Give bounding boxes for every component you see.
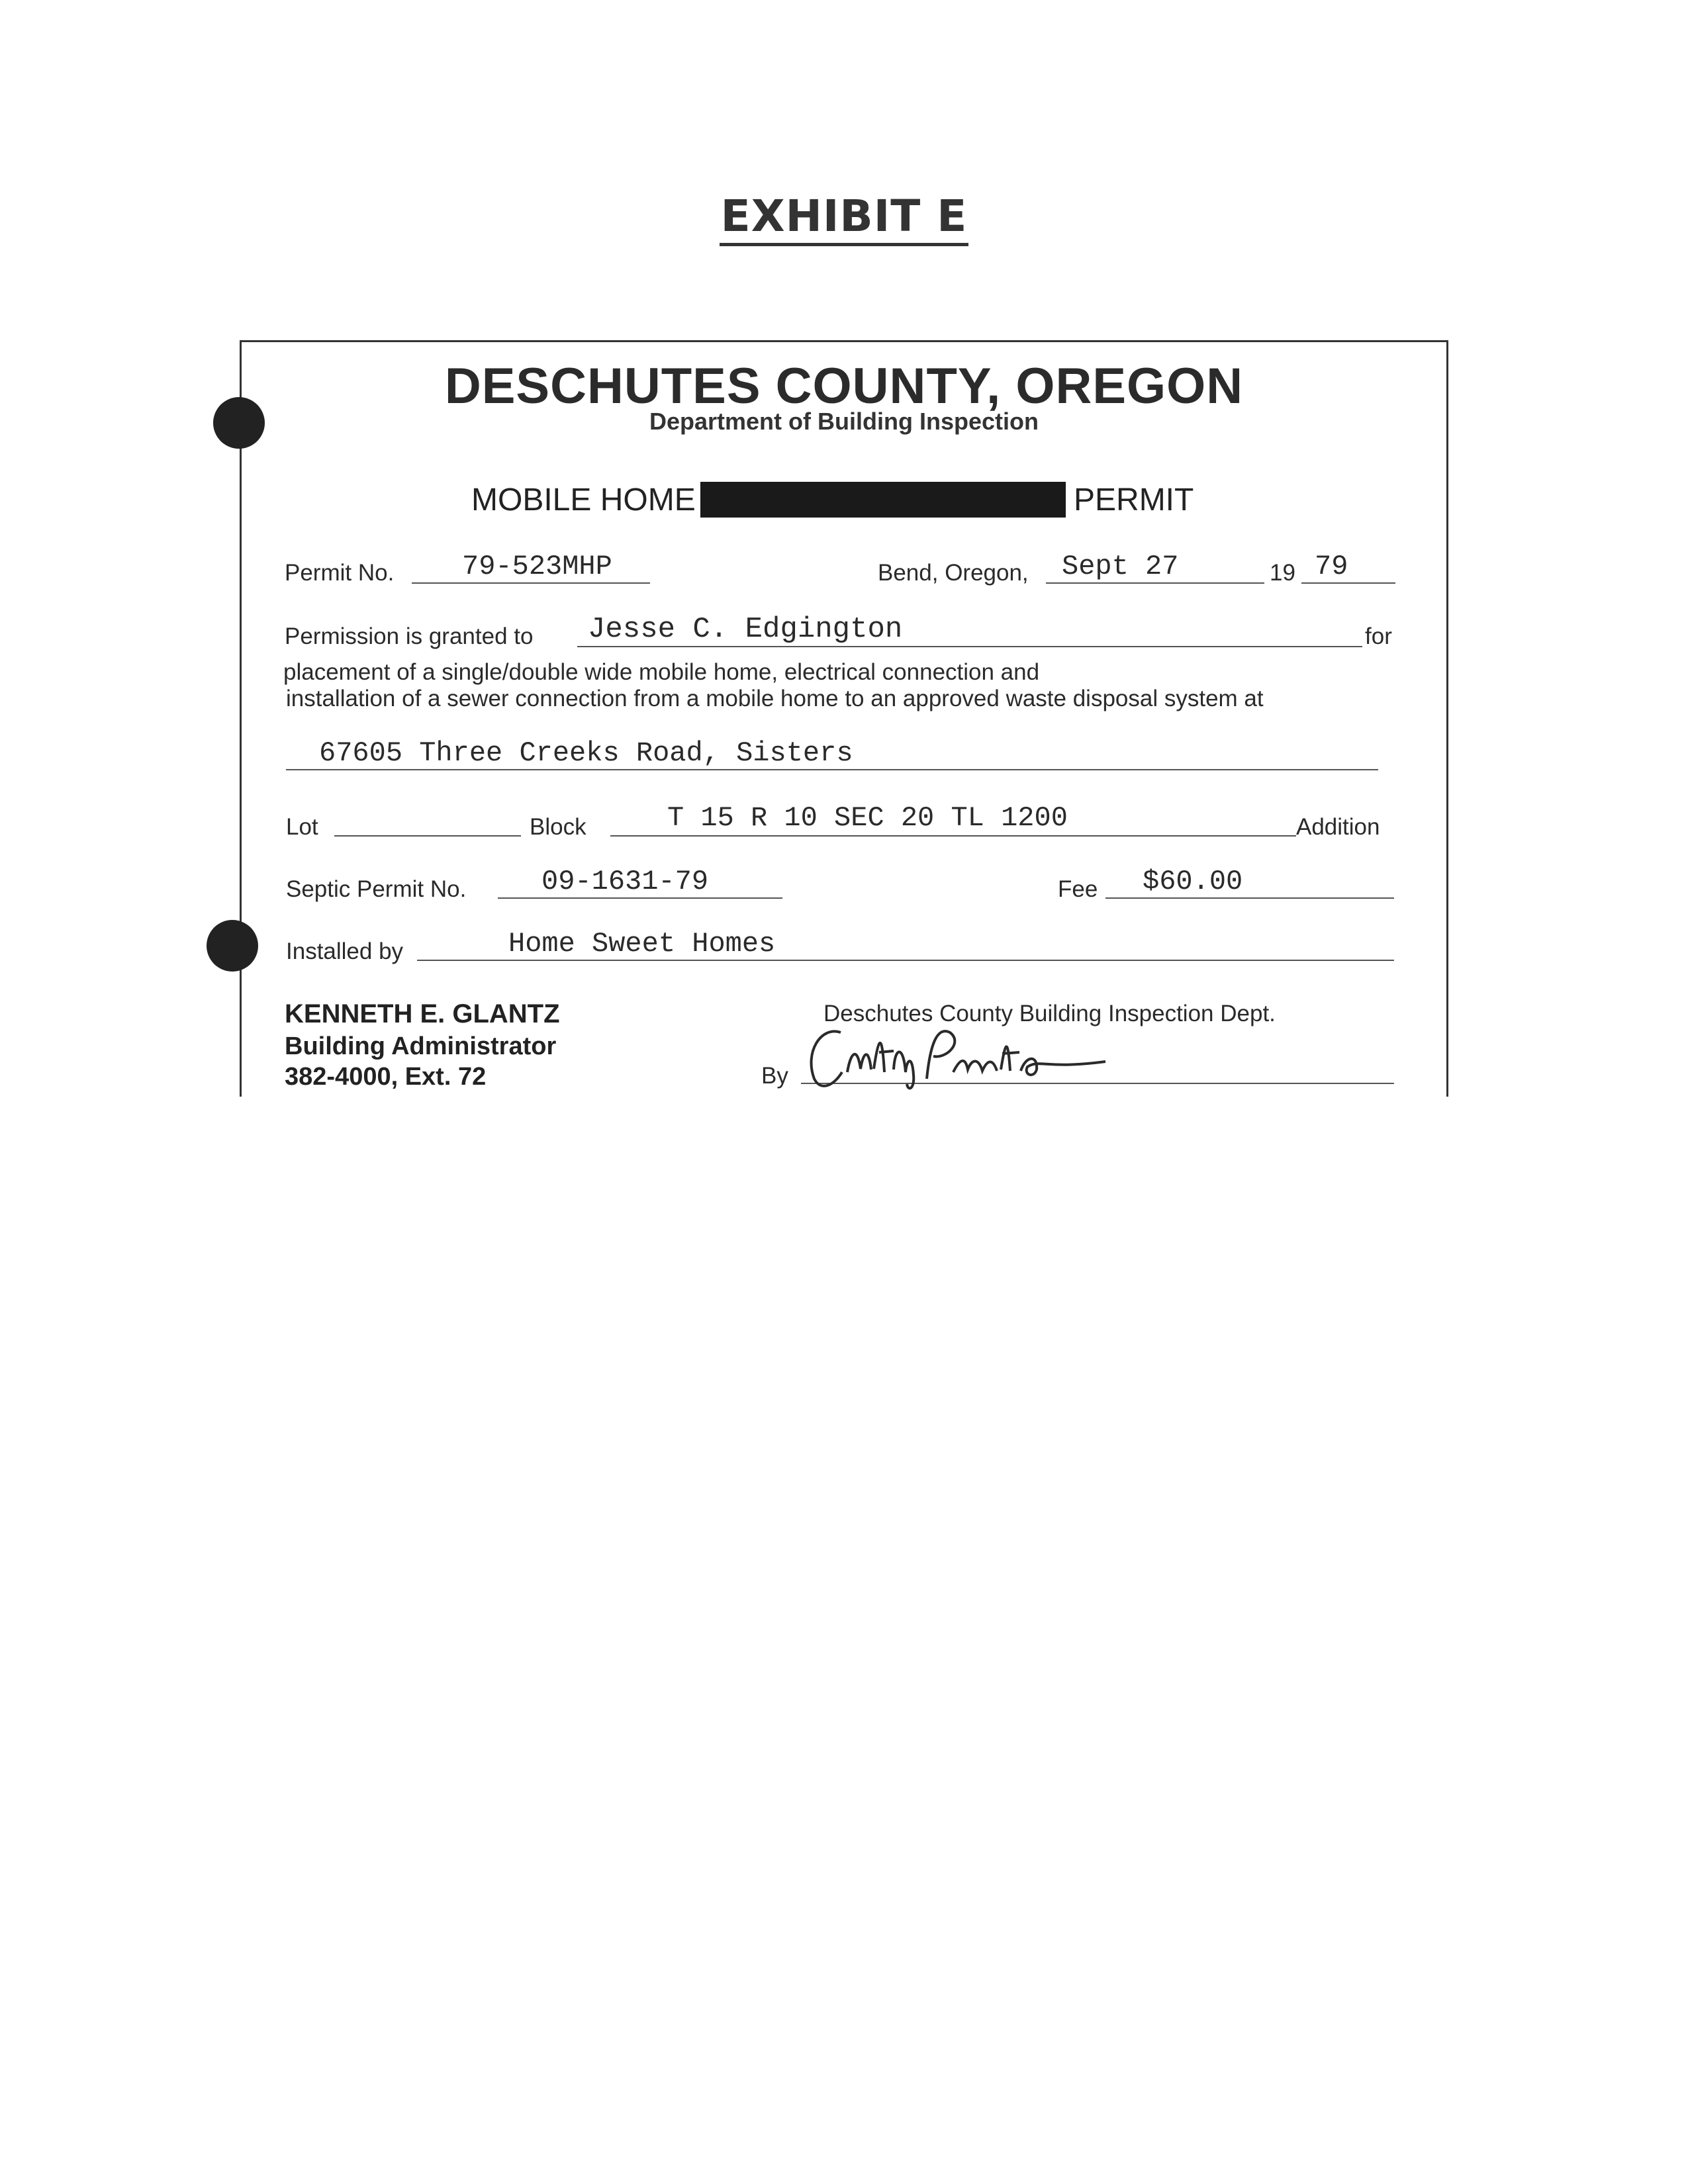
admin-name: KENNETH E. GLANTZ [285, 999, 560, 1028]
permit-card [240, 340, 1448, 1097]
block-value: T 15 R 10 SEC 20 TL 1200 [667, 802, 1068, 834]
grantee-value: Jesse C. Edgington [588, 613, 903, 646]
county-heading: DESCHUTES COUNTY, OREGON [444, 358, 1244, 414]
fee-label: Fee [1058, 876, 1098, 902]
date-line [1046, 582, 1264, 584]
grantee-line [577, 646, 1362, 647]
septic-value: 09-1631-79 [541, 866, 709, 897]
exhibit-title: EXHIBIT E [0, 191, 1688, 242]
permit-no-label: Permit No. [285, 560, 395, 586]
permit-no-value: 79-523MHP [462, 551, 612, 582]
block-line [610, 835, 1296, 837]
fee-value: $60.00 [1143, 866, 1243, 897]
city-label: Bend, Oregon, [878, 560, 1029, 586]
year-line [1301, 582, 1395, 584]
septic-label: Septic Permit No. [286, 876, 467, 902]
fee-line [1105, 897, 1394, 899]
address-line [286, 769, 1378, 770]
lot-label: Lot [286, 814, 318, 840]
installer-line [417, 960, 1394, 961]
by-label: By [761, 1063, 788, 1089]
installed-label: Installed by [286, 938, 404, 964]
granted-label: Permission is granted to [285, 623, 534, 649]
installer-value: Home Sweet Homes [508, 928, 776, 960]
signature-image [794, 1006, 1112, 1099]
year-value: 79 [1315, 551, 1348, 582]
admin-phone: 382-4000, Ext. 72 [285, 1063, 487, 1091]
department-heading: Department of Building Inspection [649, 408, 1039, 435]
for-label: for [1365, 623, 1392, 649]
permit-type-right: PERMIT [1074, 482, 1194, 518]
year-prefix: 19 [1270, 560, 1295, 586]
permit-no-line [412, 582, 650, 584]
body-line-1: placement of a single/double wide mobile home, electrical connection and [283, 659, 1040, 685]
septic-line [498, 897, 782, 899]
permit-type-left: MOBILE HOME [471, 482, 696, 518]
punch-hole [207, 920, 258, 972]
lot-line [334, 835, 521, 837]
addition-label: Addition [1296, 814, 1380, 840]
block-label: Block [530, 814, 586, 840]
redaction-bar [700, 482, 1066, 518]
body-line-2: installation of a sewer connection from a mobile home to an approved waste disposal system at [286, 686, 1264, 711]
dept-sign-label: Deschutes County Building Inspection Dept. [823, 1001, 1276, 1026]
address-value: 67605 Three Creeks Road, Sisters [319, 737, 853, 769]
date-value: Sept 27 [1062, 551, 1179, 582]
admin-title: Building Administrator [285, 1032, 557, 1060]
